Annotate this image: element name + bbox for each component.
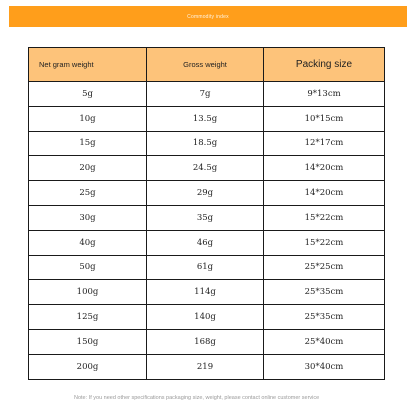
net-weight-cell: 10g xyxy=(29,106,147,131)
packing-size-cell: 14*20cm xyxy=(264,181,385,206)
gross-weight-cell: 219 xyxy=(147,354,264,379)
packing-size-cell: 15*22cm xyxy=(264,230,385,255)
table-header-row xyxy=(29,48,385,82)
net-weight-cell: 25g xyxy=(29,181,147,206)
table-row xyxy=(29,255,385,280)
table-row xyxy=(29,354,385,379)
gross-weight-cell: 24.5g xyxy=(147,156,264,181)
column-header-packing-size: Packing size xyxy=(264,48,385,82)
packing-size-cell: 25*35cm xyxy=(264,305,385,330)
net-weight-cell: 20g xyxy=(29,156,147,181)
packing-size-cell: 25*40cm xyxy=(264,329,385,354)
table-row xyxy=(29,82,385,107)
table-row xyxy=(29,131,385,156)
gross-weight-cell: 13.5g xyxy=(147,106,264,131)
table-row xyxy=(29,181,385,206)
gross-weight-cell: 114g xyxy=(147,280,264,305)
table-row xyxy=(29,205,385,230)
gross-weight-cell: 7g xyxy=(147,82,264,107)
table-row xyxy=(29,280,385,305)
packing-size-cell: 15*22cm xyxy=(264,205,385,230)
net-weight-cell: 200g xyxy=(29,354,147,379)
packing-size-cell: 12*17cm xyxy=(264,131,385,156)
packing-size-cell: 14*20cm xyxy=(264,156,385,181)
packing-size-cell: 25*25cm xyxy=(264,255,385,280)
net-weight-cell: 15g xyxy=(29,131,147,156)
net-weight-cell: 5g xyxy=(29,82,147,107)
table-row xyxy=(29,106,385,131)
gross-weight-cell: 18.5g xyxy=(147,131,264,156)
footnote: Note: If you need other specifications packaging size, weight, please contact online customer service xyxy=(74,395,320,401)
header-banner xyxy=(9,6,407,27)
table-row xyxy=(29,156,385,181)
packing-size-cell: 30*40cm xyxy=(264,354,385,379)
table-row xyxy=(29,230,385,255)
net-weight-cell: 150g xyxy=(29,329,147,354)
gross-weight-cell: 46g xyxy=(147,230,264,255)
gross-weight-cell: 61g xyxy=(147,255,264,280)
packing-size-cell: 9*13cm xyxy=(264,82,385,107)
table-row xyxy=(29,329,385,354)
net-weight-cell: 30g xyxy=(29,205,147,230)
packing-size-cell: 10*15cm xyxy=(264,106,385,131)
net-weight-cell: 125g xyxy=(29,305,147,330)
gross-weight-cell: 29g xyxy=(147,181,264,206)
gross-weight-cell: 168g xyxy=(147,329,264,354)
table-body xyxy=(29,82,385,380)
column-header-net-weight: Net gram weight xyxy=(29,48,147,82)
table-row xyxy=(29,305,385,330)
net-weight-cell: 50g xyxy=(29,255,147,280)
banner-title: Commodity index xyxy=(187,13,229,20)
net-weight-cell: 40g xyxy=(29,230,147,255)
packing-size-cell: 25*35cm xyxy=(264,280,385,305)
spec-table xyxy=(28,47,385,380)
gross-weight-cell: 35g xyxy=(147,205,264,230)
net-weight-cell: 100g xyxy=(29,280,147,305)
column-header-gross-weight: Gross weight xyxy=(147,48,264,82)
gross-weight-cell: 140g xyxy=(147,305,264,330)
